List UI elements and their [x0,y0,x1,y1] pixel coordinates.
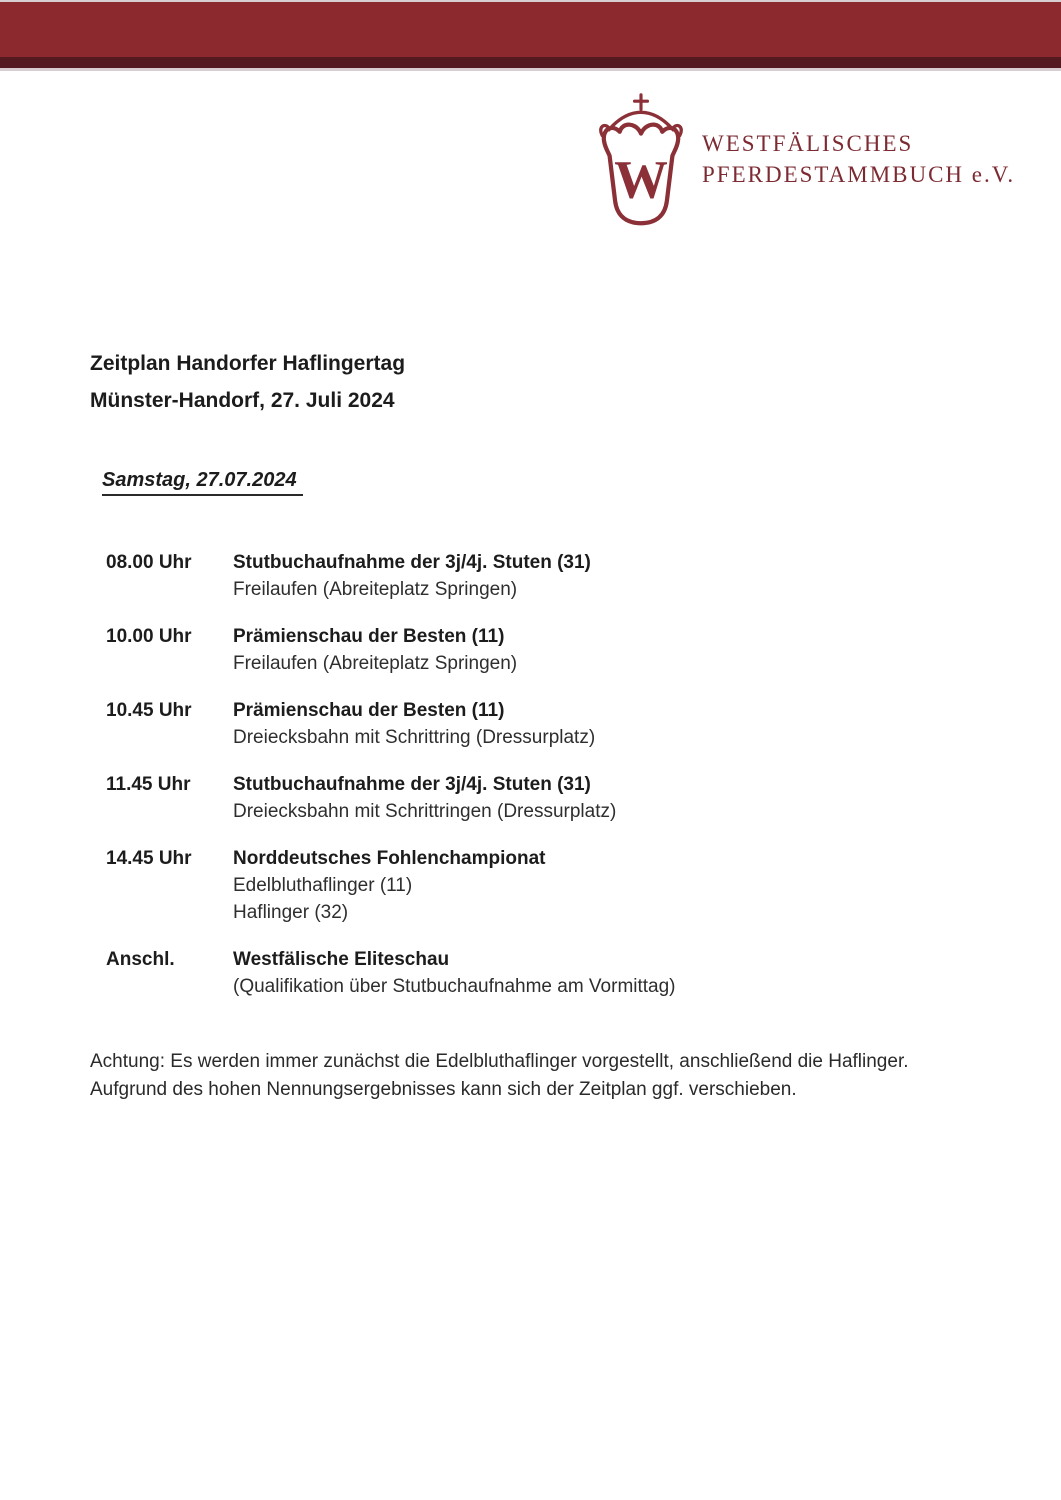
day-heading-text: Samstag, 27.07.2024 [102,469,303,496]
org-name-line1: WESTFÄLISCHES [702,131,914,156]
schedule-entry-detail: Dreiecksbahn mit Schrittring (Dressurplatz) [233,727,596,748]
banner-dark-strip [0,57,1061,68]
schedule-entry-title: Prämienschau der Besten (11) [233,700,505,721]
org-name [702,128,1015,190]
schedule-entry [233,845,545,926]
schedule-entry-title: Westfälische Eliteschau [233,949,450,970]
schedule-entry-detail: Edelbluthaflinger (11) [233,875,413,896]
schedule-entry-title: Prämienschau der Besten (11) [233,626,505,647]
schedule-time: Anschl. [106,949,175,970]
top-banner [0,0,1061,71]
attention-note-line1: Achtung: Es werden immer zunächst die Edelbluthaflinger vorgestellt, anschließend die Haflinger. [90,1051,909,1072]
schedule-entry-detail: (Qualifikation über Stutbuchaufnahme am Vormittag) [233,976,676,997]
schedule-row [106,623,676,677]
schedule-entry [233,946,676,1000]
crest-letter: W [614,149,668,210]
org-logo [594,92,1015,226]
schedule-entry-detail: Freilaufen (Abreiteplatz Springen) [233,579,518,600]
schedule-time: 10.45 Uhr [106,700,192,721]
schedule-row [106,946,676,1000]
page-title [90,345,405,419]
schedule-time: 10.00 Uhr [106,626,192,647]
schedule-entry [233,549,591,603]
schedule-entry-detail: Haflinger (32) [233,902,349,923]
schedule-time: 14.45 Uhr [106,848,192,869]
attention-note [90,1048,909,1104]
schedule-entry [233,771,616,825]
schedule-row [106,549,676,603]
schedule-entry [233,697,595,751]
schedule-entry [233,623,517,677]
w-crest-icon [594,92,688,226]
title-line-event: Zeitplan Handorfer Haflingertag [90,352,406,375]
schedule-time: 08.00 Uhr [106,552,192,573]
schedule-entry-title: Norddeutsches Fohlenchampionat [233,848,546,869]
day-heading [102,469,303,496]
schedule-time: 11.45 Uhr [106,774,191,795]
banner-red-bar [0,2,1061,57]
schedule-row [106,771,676,825]
title-line-location-date: Münster-Handorf, 27. Juli 2024 [90,389,395,412]
org-name-line2: PFERDESTAMMBUCH e.V. [702,162,1016,187]
schedule-entry-title: Stutbuchaufnahme der 3j/4j. Stuten (31) [233,774,591,795]
banner-edge-line [0,68,1061,71]
schedule-row [106,845,676,926]
attention-note-line2: Aufgrund des hohen Nennungsergebnisses kann sich der Zeitplan ggf. verschieben. [90,1079,797,1100]
schedule-entry-title: Stutbuchaufnahme der 3j/4j. Stuten (31) [233,552,591,573]
schedule-row [106,697,676,751]
schedule-entry-detail: Freilaufen (Abreiteplatz Springen) [233,653,518,674]
schedule-list [106,549,676,1020]
schedule-entry-detail: Dreiecksbahn mit Schrittringen (Dressurplatz) [233,801,617,822]
